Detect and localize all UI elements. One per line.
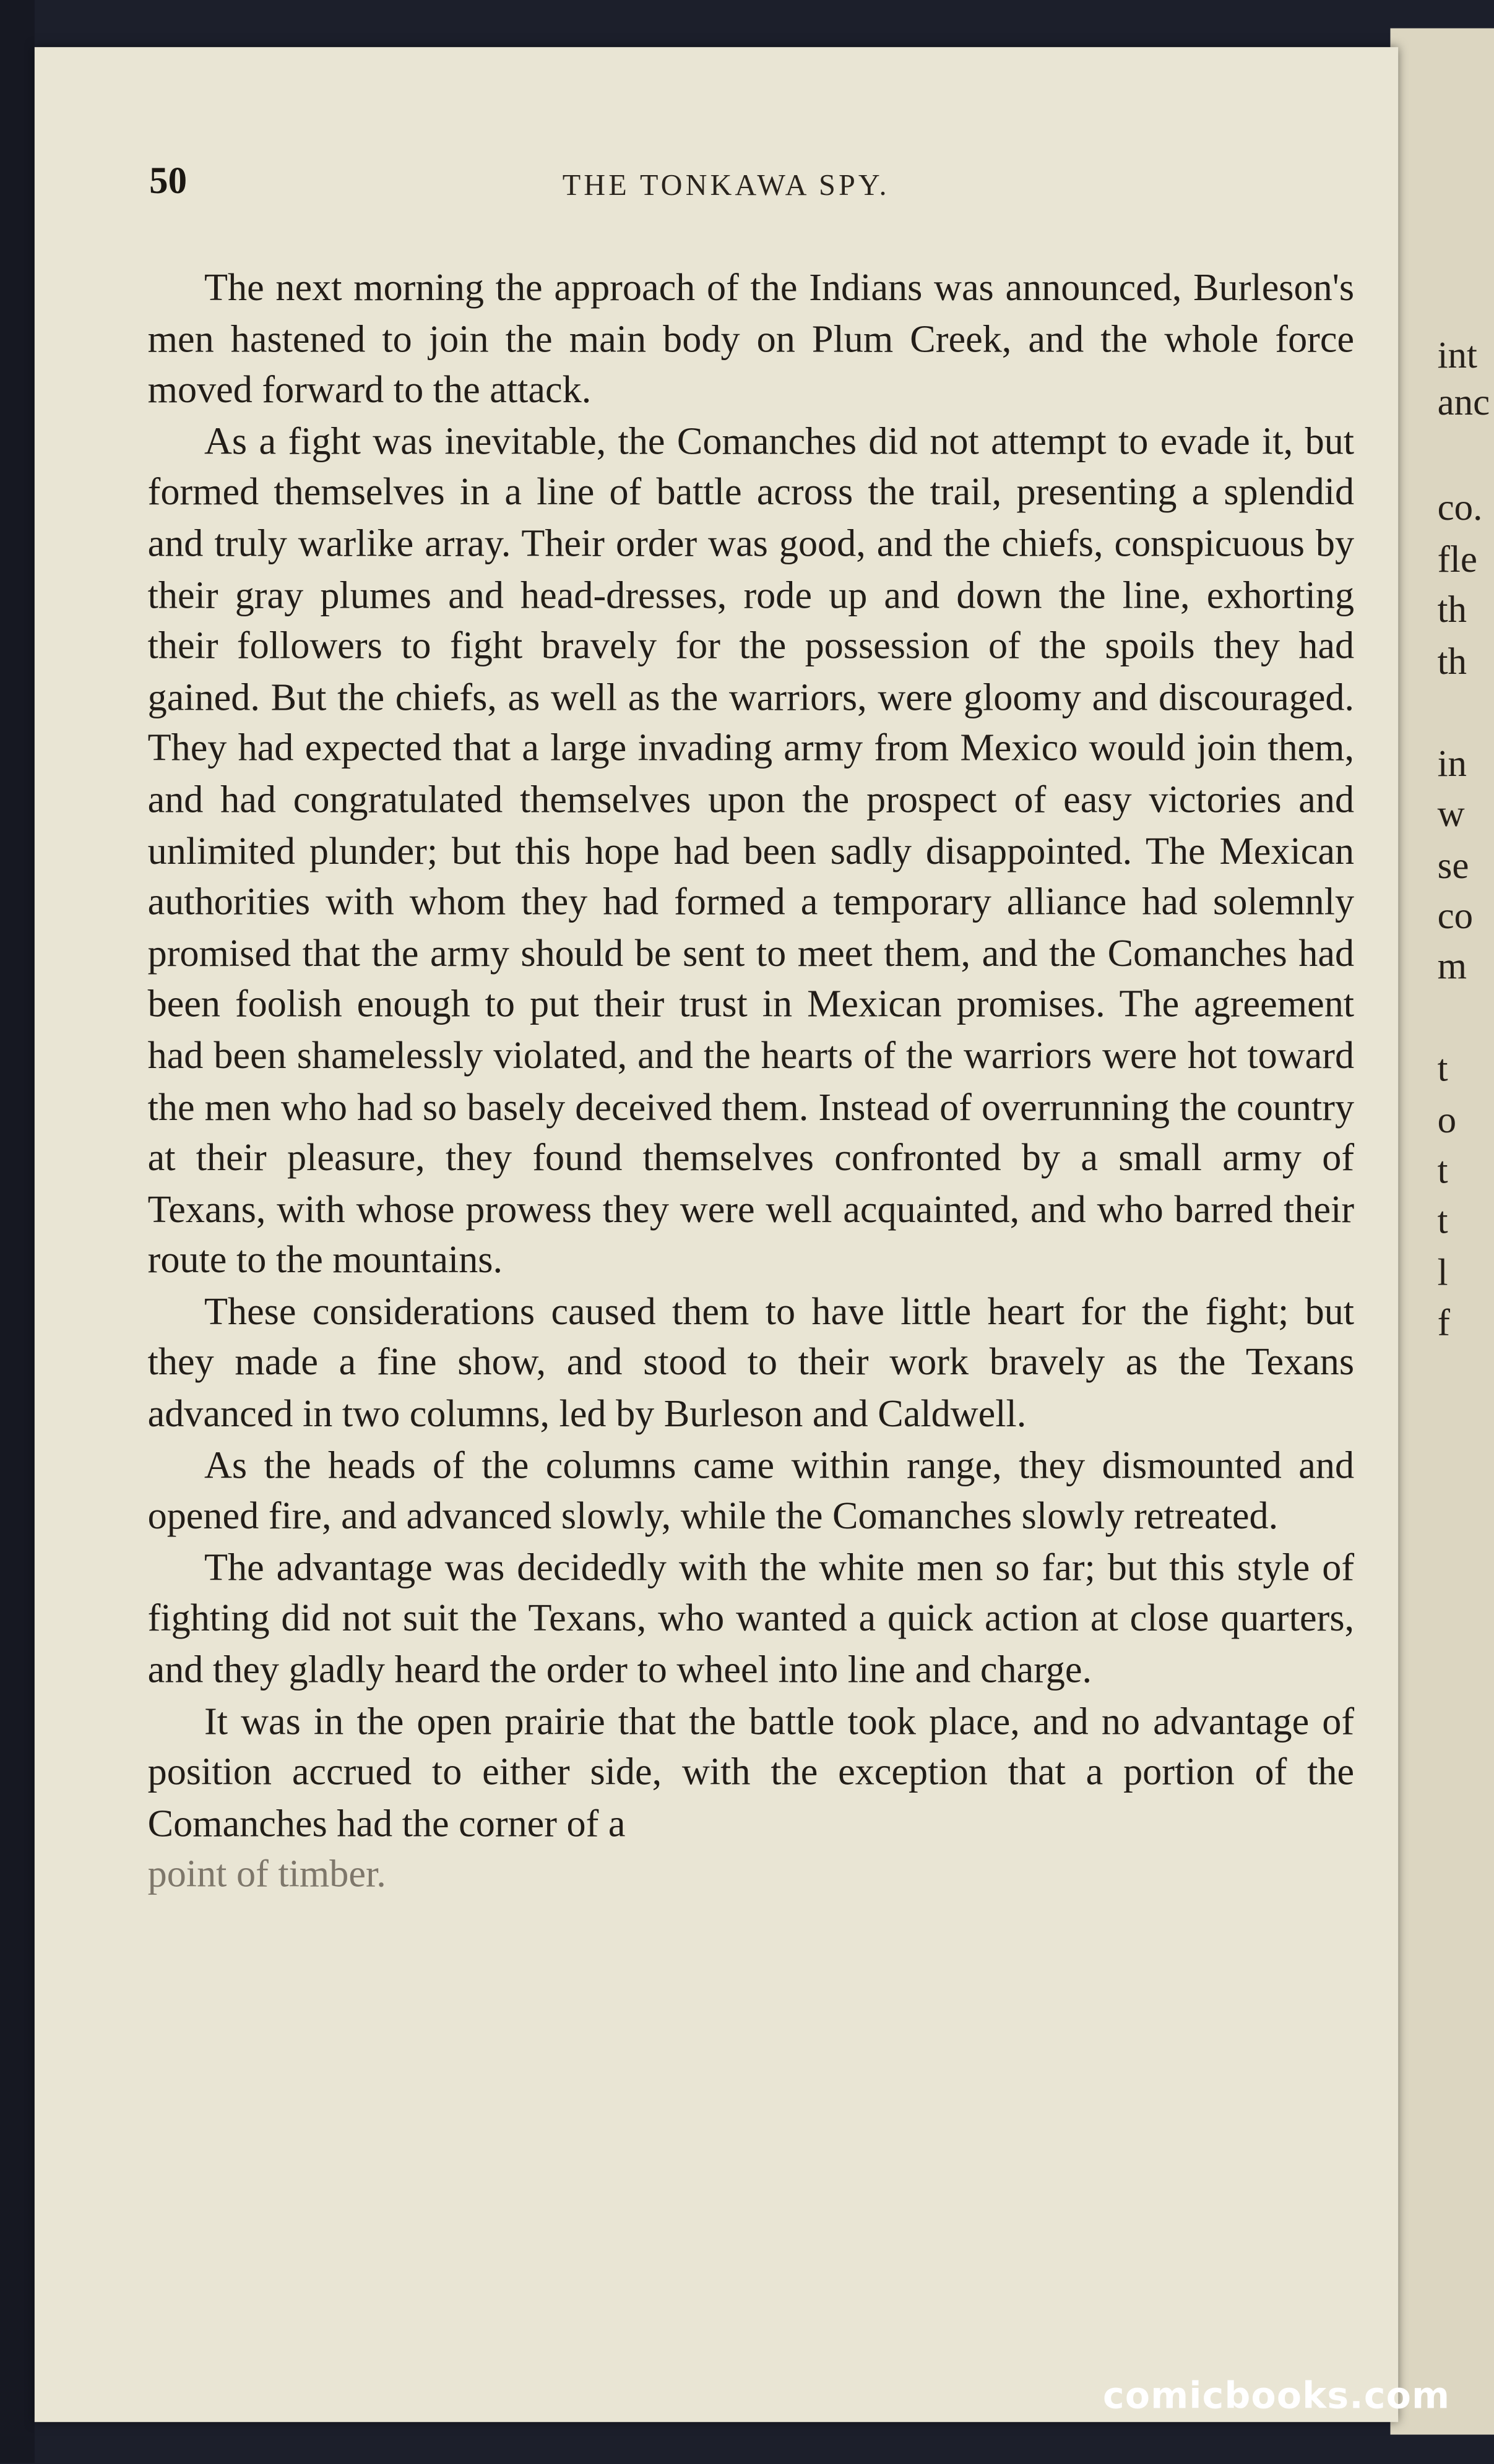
facing-page-fragment: t xyxy=(1437,1201,1448,1243)
facing-page-fragment: fle xyxy=(1437,540,1477,582)
facing-page-fragment: se xyxy=(1437,846,1469,888)
facing-page-edge xyxy=(1390,28,1494,2435)
facing-page-fragment: l xyxy=(1437,1253,1448,1294)
faded-last-line: point of timber. xyxy=(147,1854,386,1897)
facing-page-fragment: f xyxy=(1437,1303,1450,1345)
paragraph: As a fight was inevitable, the Comanches did not attempt to evade it, but formed themselves in a line of battle across the trail, presenting a splendid and truly warlike array. Their order was good, and the chiefs, conspicuous by their gray plumes and head-dresses, rode up and down the line, exhorting their followers to fight bravely for the possession of the spoils they had gained. But the chiefs, as well as the warriors, were gloomy and discouraged. They had expected that a large invading army from Mexico would join them, and had congratulated themselves upon the prospect of easy victories and unlimited plunder; but this hope had been sadly disappointed. The Mexican authorities with whom they had formed a temporary alliance had solemnly promised that the army should be sent to meet them, and the Comanches had been foolish enough to put their trust in Mexican promises. The agreement had been shamelessly violated, and the hearts of the warriors were hot toward the men who had so basely deceived them. Instead of overrunning the country at their pleasure, they found themselves confronted by a small army of Texans, with whose prowess they were well acquainted, and who barred their route to the mountains. xyxy=(147,420,1355,1283)
facing-page-fragment: int xyxy=(1437,336,1477,377)
facing-page-fragment: co. xyxy=(1437,488,1483,530)
facing-page-fragment: anc xyxy=(1437,383,1490,424)
watermark-logo: comicbooks.com xyxy=(1102,2376,1451,2418)
paragraph: As the heads of the columns came within range, they dismounted and opened fire, and advanced slowly, while the Comanches slowly retreated. xyxy=(147,1444,1355,1538)
facing-page-fragment: t xyxy=(1437,1049,1448,1090)
running-head: THE TONKAWA SPY. xyxy=(562,170,890,203)
body-text xyxy=(148,264,1354,1902)
facing-page-fragment: m xyxy=(1437,947,1467,988)
facing-page-fragment: th xyxy=(1437,590,1467,632)
facing-page-fragment: o xyxy=(1437,1101,1457,1142)
facing-page-fragment: in xyxy=(1437,744,1467,786)
page-number: 50 xyxy=(149,162,188,203)
facing-page-fragment: t xyxy=(1437,1151,1448,1192)
paragraph: These considerations caused them to have little heart for the fight; but they made a fine show, and stood to their work bravely as the Texans advanced in two columns, led by Burleson and Caldwell. xyxy=(147,1291,1355,1436)
paragraph: The advantage was decidedly with the white men so far; but this style of fighting did not suit the Texans, who wanted a quick action at close quarters, and they gladly heard the order to wheel into line and charge. xyxy=(147,1546,1355,1692)
facing-page-fragment: co xyxy=(1437,897,1474,938)
paragraph: The next morning the approach of the Indians was announced, Burleson's men hastened to join the main body on Plum Creek, and the whole force moved forward to the attack. xyxy=(147,267,1355,412)
facing-page-fragment: th xyxy=(1437,642,1467,684)
paragraph: It was in the open prairie that the battle took place, and no advantage of position accrued to either side, with the exception that a portion of the Comanches had the corner of a xyxy=(147,1700,1355,1846)
scanner-background xyxy=(0,0,35,2463)
facing-page-fragment: w xyxy=(1437,795,1465,836)
